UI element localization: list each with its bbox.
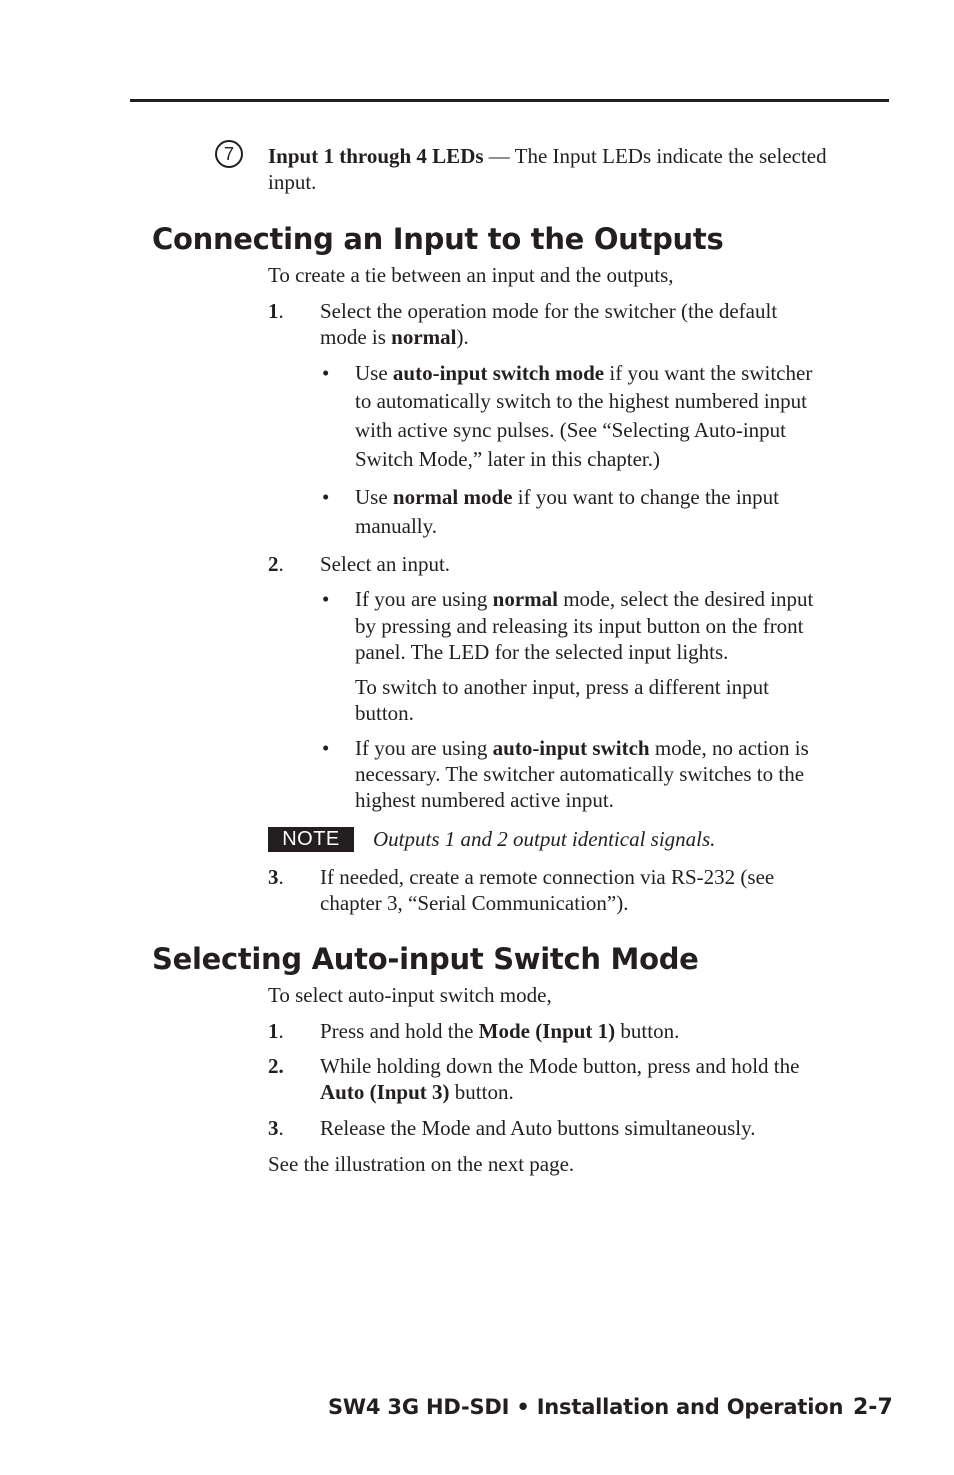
section1-intro: To create a tie between an input and the outputs, xyxy=(268,263,674,287)
bullet-auto-line2: to automatically switch to the highest numbered input xyxy=(355,389,807,413)
switch-input-line2: button. xyxy=(355,701,414,725)
callout-number-7: 7 xyxy=(215,140,243,168)
step2-text: Select an input. xyxy=(320,552,451,576)
s2-step1: Press and hold the Mode (Input 1) button. xyxy=(320,1019,680,1043)
s2-step2-line2: Auto (Input 3) button. xyxy=(320,1080,514,1104)
footer-title: SW4 3G HD-SDI • Installation and Operation xyxy=(328,1395,844,1419)
step-number: 3. xyxy=(268,865,284,889)
step1-line2: mode is normal). xyxy=(320,325,469,349)
step-number: 1. xyxy=(268,299,284,323)
step-number: 2. xyxy=(268,1054,284,1078)
section-heading-auto-input: Selecting Auto-input Switch Mode xyxy=(152,942,699,976)
bullet-icon: • xyxy=(322,361,330,385)
bullet-normal-line1: Use normal mode if you want to change the input xyxy=(355,485,780,509)
section-heading-connecting: Connecting an Input to the Outputs xyxy=(152,222,724,256)
bullet-icon: • xyxy=(322,485,330,509)
section2-outro: See the illustration on the next page. xyxy=(268,1152,575,1176)
bullet-auto-switch-line1: If you are using auto-input switch mode, no action is xyxy=(355,736,809,760)
step3-line2: chapter 3, “Serial Communication”). xyxy=(320,891,629,915)
bullet-normal-mode-line1: If you are using normal mode, select the desired input xyxy=(355,587,814,611)
step-number: 1. xyxy=(268,1019,284,1043)
s2-step3: Release the Mode and Auto buttons simultaneously. xyxy=(320,1116,756,1140)
switch-input-line1: To switch to another input, press a different input xyxy=(355,675,769,699)
item7-rest: — The Input LEDs indicate the selected xyxy=(483,144,827,168)
header-rule xyxy=(130,99,889,102)
step-number: 3. xyxy=(268,1116,284,1140)
bullet-auto-line4: Switch Mode,” later in this chapter.) xyxy=(355,447,661,471)
bullet-auto-line3: with active sync pulses. (See “Selecting Auto-input xyxy=(355,418,786,442)
bullet-auto-line1: Use auto-input switch mode if you want the switcher xyxy=(355,361,813,385)
bullet-normal-mode-line2: by pressing and releasing its input button on the front xyxy=(355,614,804,638)
bullet-auto-switch-line3: highest numbered active input. xyxy=(355,788,614,812)
step1-line1: Select the operation mode for the switcher (the default xyxy=(320,299,778,323)
item7-line2: input. xyxy=(268,170,317,194)
bullet-icon: • xyxy=(322,736,330,760)
step3-line1: If needed, create a remote connection via RS-232 (see xyxy=(320,865,775,889)
note-text: Outputs 1 and 2 output identical signals. xyxy=(373,827,716,851)
item7-bold: Input 1 through 4 LEDs xyxy=(268,144,484,168)
bullet-icon: • xyxy=(322,587,330,611)
s2-step2-line1: While holding down the Mode button, press and hold the xyxy=(320,1054,800,1078)
page-number: 2-7 xyxy=(853,1395,893,1420)
bullet-normal-mode-line3: panel. The LED for the selected input lights. xyxy=(355,640,729,664)
step-number: 2. xyxy=(268,552,284,576)
bullet-normal-line2: manually. xyxy=(355,514,438,538)
section2-intro: To select auto-input switch mode, xyxy=(268,983,552,1007)
bullet-auto-switch-line2: necessary. The switcher automatically switches to the xyxy=(355,762,805,786)
note-badge: NOTE xyxy=(268,827,354,852)
item7-line1 xyxy=(268,143,827,169)
